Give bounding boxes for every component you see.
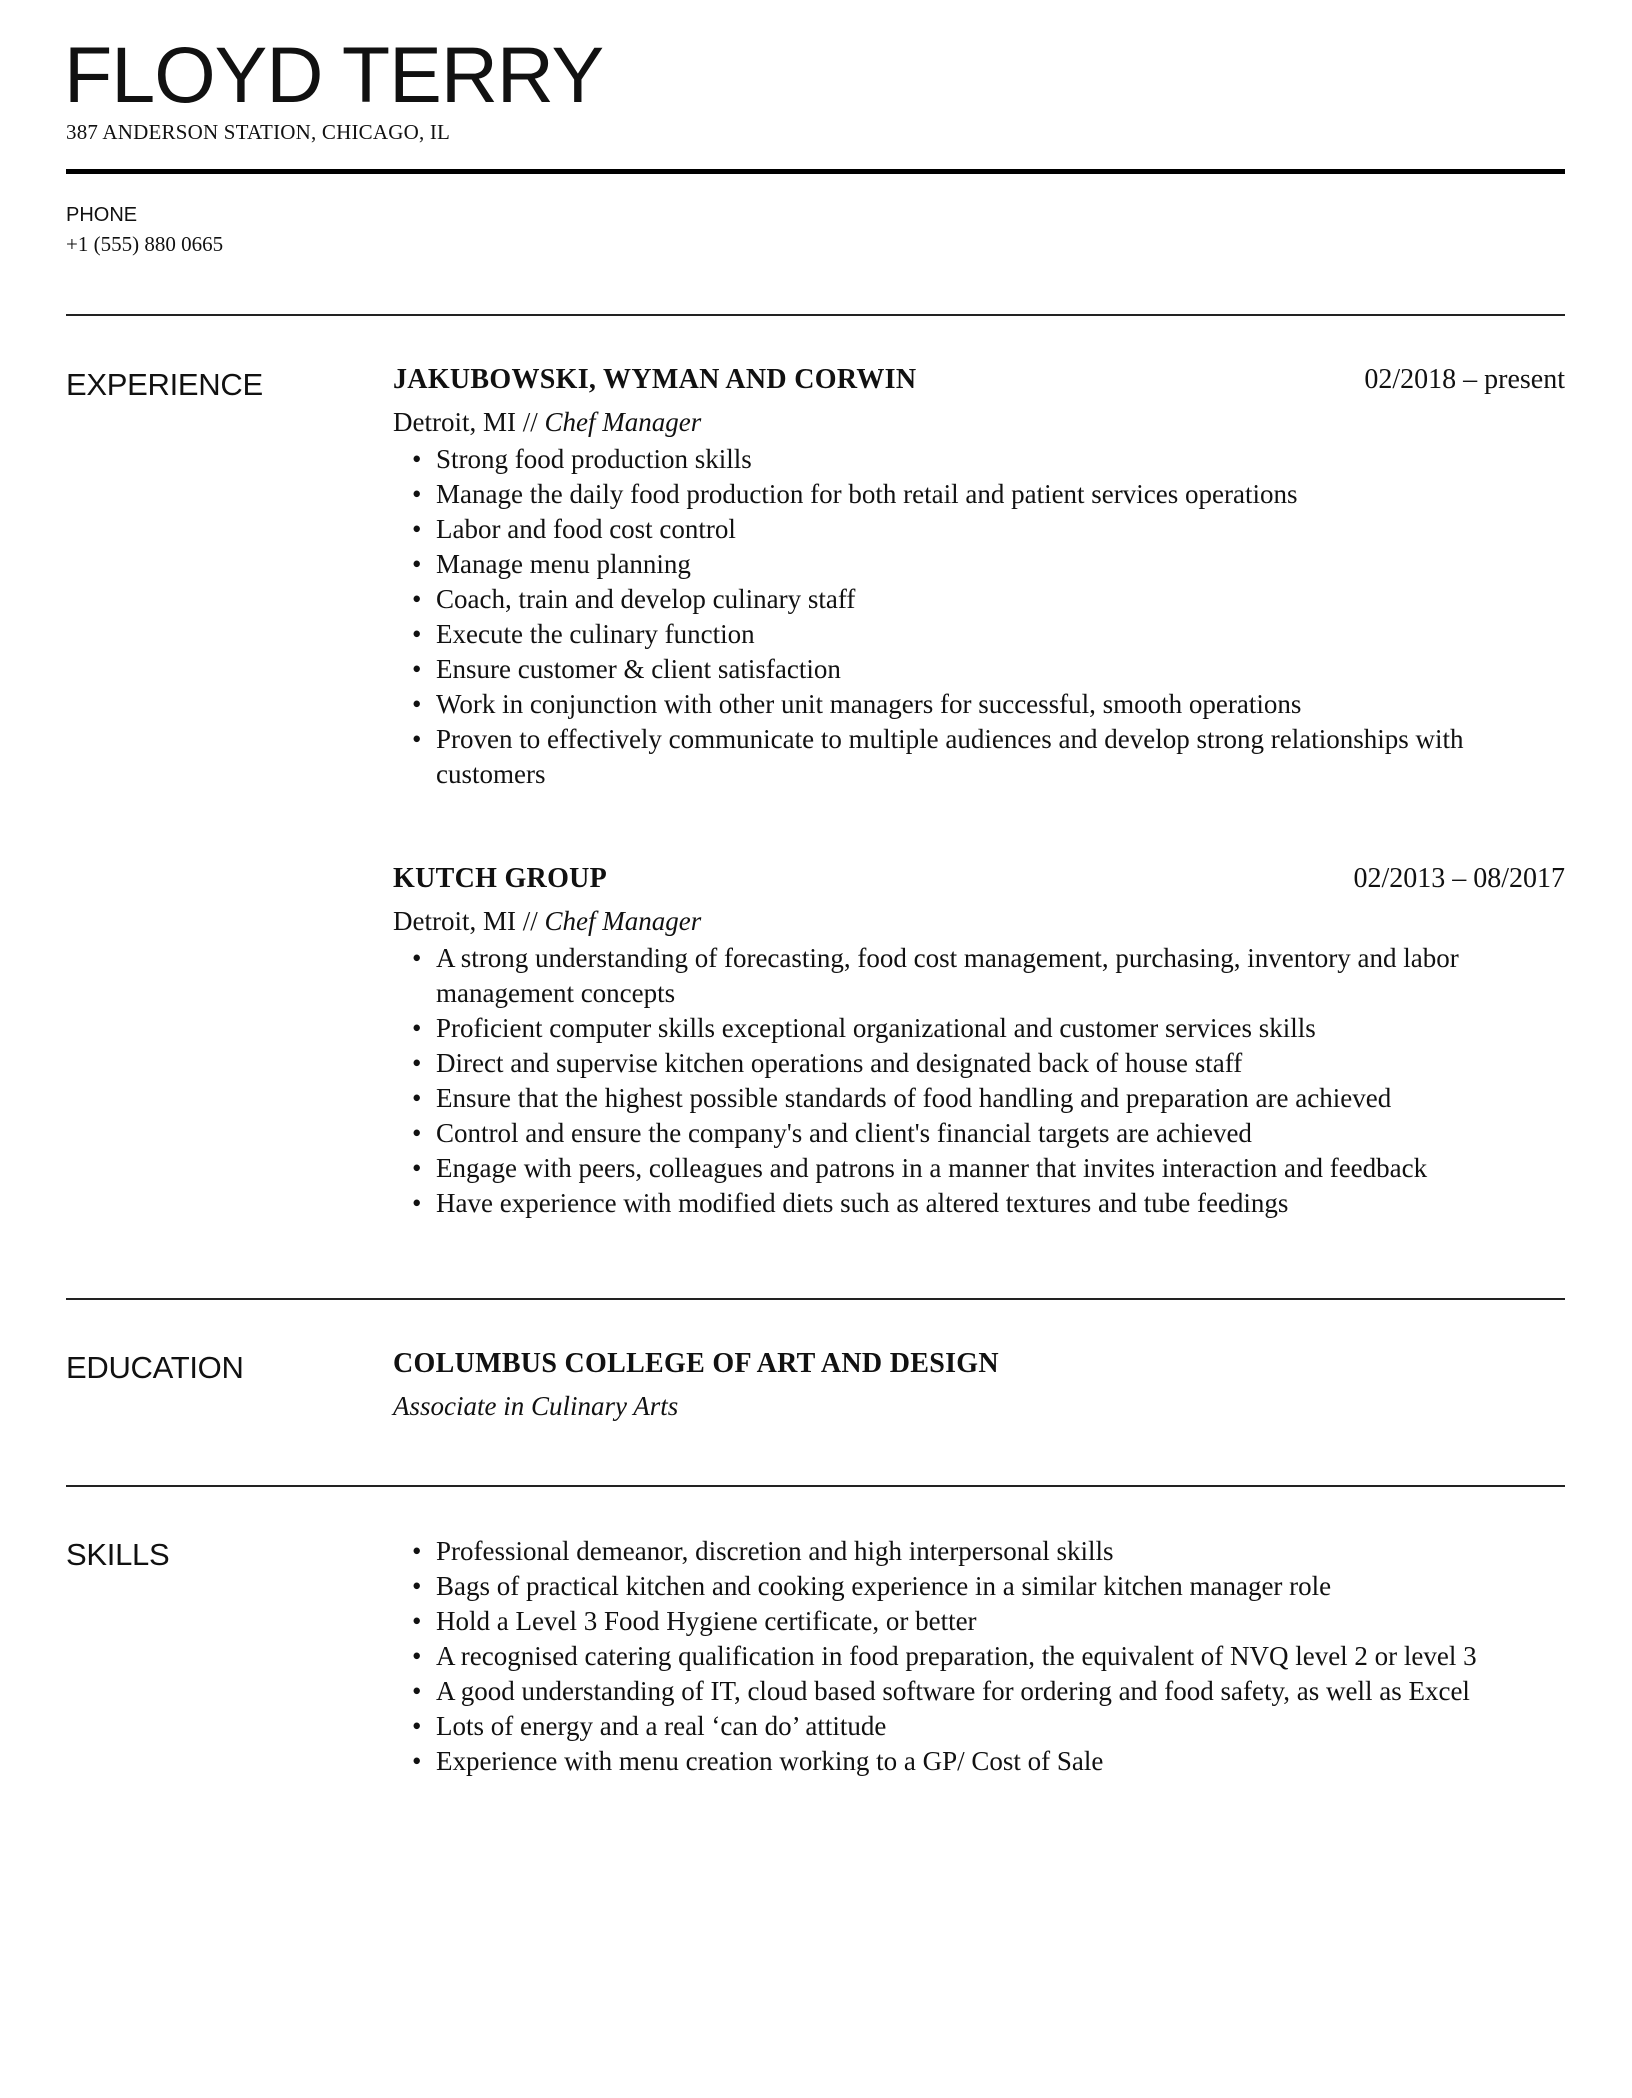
job-dates: 02/2013 – 08/2017: [1353, 863, 1565, 894]
experience-section: [393, 362, 1565, 792]
list-item: • Execute the culinary function: [436, 617, 1565, 652]
job-title: Chef Manager: [544, 407, 702, 437]
list-item: • Lots of energy and a real ‘can do’ attitude: [436, 1709, 1565, 1744]
list-item: • Bags of practical kitchen and cooking experience in a similar kitchen manager role: [436, 1569, 1565, 1604]
list-item: • A recognised catering qualification in food preparation, the equivalent of NVQ level 2 or level 3: [436, 1639, 1565, 1674]
list-item: • A strong understanding of forecasting, food cost management, purchasing, inventory and labor management concepts: [436, 941, 1565, 1011]
list-item: • Have experience with modified diets such as altered textures and tube feedings: [436, 1186, 1565, 1221]
list-item: • Manage the daily food production for both retail and patient services operations: [436, 477, 1565, 512]
skills-list: [393, 1534, 1565, 1779]
list-item: • Experience with menu creation working to a GP/ Cost of Sale: [436, 1744, 1565, 1779]
degree-title: Associate in Culinary Arts: [393, 1391, 679, 1421]
job-bullets: [393, 442, 1565, 792]
header-divider: [66, 169, 1565, 174]
company-name: JAKUBOWSKI, WYMAN AND CORWIN: [393, 364, 917, 395]
separator: //: [522, 407, 538, 437]
job-location: Detroit, MI: [393, 407, 516, 437]
address: 387 ANDERSON STATION, CHICAGO, IL: [66, 120, 451, 144]
job-title: Chef Manager: [544, 906, 702, 936]
company-name: KUTCH GROUP: [393, 863, 608, 894]
separator: //: [522, 906, 538, 936]
phone-value: +1 (555) 880 0665: [66, 232, 224, 256]
job-subline: [393, 402, 1565, 442]
school-name: COLUMBUS COLLEGE OF ART AND DESIGN: [393, 1348, 999, 1379]
skills-heading: SKILLS: [66, 1537, 170, 1572]
education-section: [393, 1346, 1565, 1426]
list-item: • A good understanding of IT, cloud based software for ordering and food safety, as well as Excel: [436, 1674, 1565, 1709]
list-item: • Direct and supervise kitchen operations and designated back of house staff: [436, 1046, 1565, 1081]
job-entry: [393, 362, 1565, 792]
list-item: • Labor and food cost control: [436, 512, 1565, 547]
list-item: • Proficient computer skills exceptional organizational and customer services skills: [436, 1011, 1565, 1046]
list-item: • Hold a Level 3 Food Hygiene certificate, or better: [436, 1604, 1565, 1639]
job-entry: [393, 861, 1565, 1221]
list-item: • Work in conjunction with other unit managers for successful, smooth operations: [436, 687, 1565, 722]
section-divider: [66, 1298, 1565, 1300]
list-item: • Proven to effectively communicate to multiple audiences and develop strong relationships with customers: [436, 722, 1565, 792]
list-item: • Ensure customer & client satisfaction: [436, 652, 1565, 687]
list-item: • Professional demeanor, discretion and high interpersonal skills: [436, 1534, 1565, 1569]
list-item: • Control and ensure the company's and client's financial targets are achieved: [436, 1116, 1565, 1151]
list-item: • Engage with peers, colleagues and patrons in a manner that invites interaction and feedback: [436, 1151, 1565, 1186]
experience-heading: EXPERIENCE: [66, 367, 263, 402]
job-header: [393, 362, 1565, 402]
phone-label: PHONE: [66, 204, 138, 226]
job-header: [393, 861, 1565, 901]
job-subline: [393, 901, 1565, 941]
job-bullets: [393, 941, 1565, 1221]
job-dates: 02/2018 – present: [1364, 364, 1565, 395]
list-item: • Manage menu planning: [436, 547, 1565, 582]
skills-section: [393, 1534, 1565, 1779]
education-heading: EDUCATION: [66, 1350, 244, 1385]
candidate-name: FLOYD TERRY: [64, 30, 604, 119]
experience-section-2: [393, 861, 1565, 1221]
degree: [393, 1386, 1565, 1426]
school-header: [393, 1346, 1565, 1386]
section-divider: [66, 314, 1565, 316]
section-divider: [66, 1485, 1565, 1487]
list-item: • Strong food production skills: [436, 442, 1565, 477]
job-location: Detroit, MI: [393, 906, 516, 936]
list-item: • Ensure that the highest possible standards of food handling and preparation are achieved: [436, 1081, 1565, 1116]
list-item: • Coach, train and develop culinary staff: [436, 582, 1565, 617]
